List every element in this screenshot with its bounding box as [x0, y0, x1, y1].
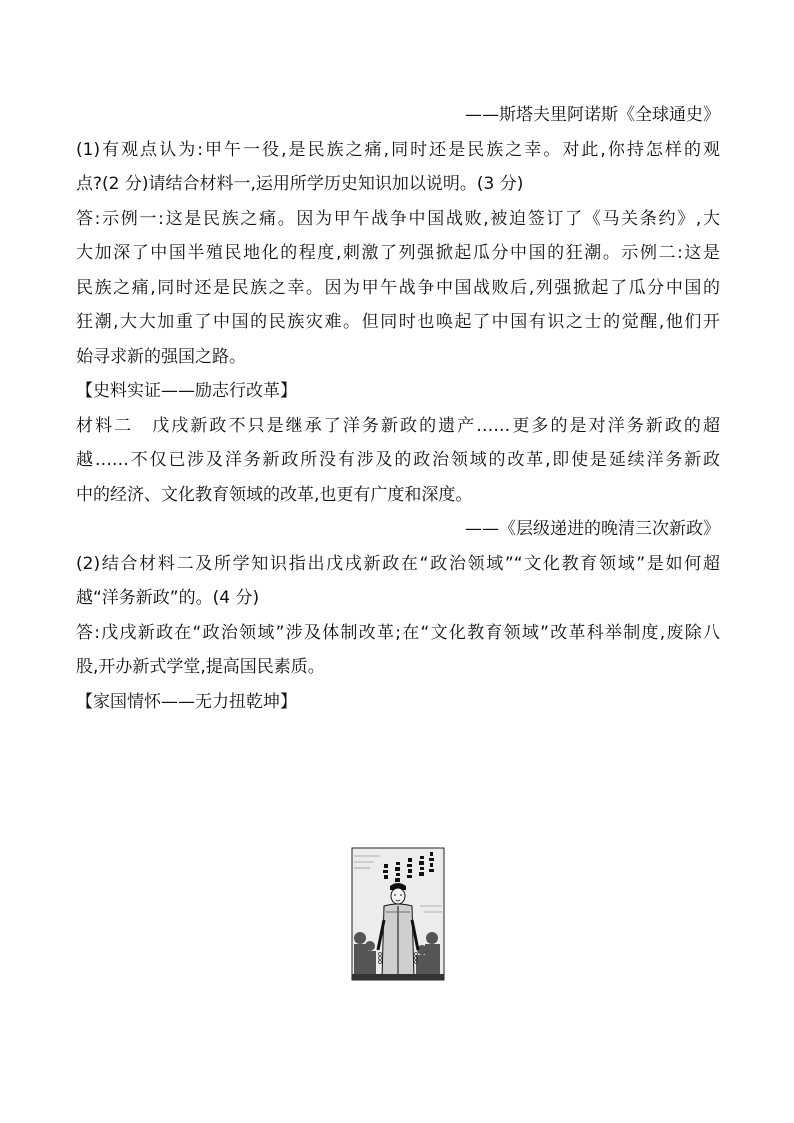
citation-reform-article: ——《层级递进的晚清三次新政》 — [465, 519, 720, 539]
material-2-line-2: 越……不仅已涉及洋务新政所没有涉及的政治领域的改革,即使是延续洋务新政 — [76, 450, 720, 470]
illustration-drawing — [350, 846, 446, 982]
question-1-line-2: 点?(2 分)请结合材料一,运用所学历史知识加以说明。(3 分) — [76, 174, 524, 194]
citation-global-history: ——斯塔夫里阿诺斯《全球通史》 — [465, 105, 720, 125]
answer-1-line-3: 民族之痛,同时还是民族之幸。因为甲午战争中国战败后,列强掀起了瓜分中国的 — [76, 277, 720, 298]
page-content — [76, 98, 720, 719]
historical-illustration — [350, 846, 446, 982]
question-1-line-1: (1)有观点认为:甲午一役,是民族之痛,同时还是民族之幸。对此,你持怎样的观 — [76, 139, 720, 160]
answer-1-line-1: 答:示例一:这是民族之痛。因为甲午战争中国战败,被迫签订了《马关条约》,大 — [76, 208, 720, 229]
answer-1-line-4: 狂潮,大大加重了中国的民族灾难。但同时也唤起了中国有识之士的觉醒,他们开 — [76, 312, 720, 332]
section-title-patriotism: 【家国情怀——无力扭乾坤】 — [76, 691, 297, 712]
answer-2-line-1: 答:戊戌新政在“政治领域”涉及体制改革;在“文化教育领域”改革科举制度,废除八 — [76, 622, 720, 643]
answer-1-line-5: 始寻求新的强国之路。 — [76, 346, 246, 367]
answer-1-line-2: 大加深了中国半殖民地化的程度,刺激了列强掀起瓜分中国的狂潮。示例二:这是 — [76, 243, 720, 263]
material-2-line-1: 材料二 戊戌新政不只是继承了洋务新政的遗产……更多的是对洋务新政的超 — [76, 415, 720, 436]
section-title-evidence: 【史料实证——励志行改革】 — [76, 381, 297, 401]
material-2-line-3: 中的经济、文化教育领域的改革,也更有广度和深度。 — [76, 484, 473, 505]
question-2-line-2: 越“洋务新政”的。(4 分) — [76, 588, 260, 608]
question-2-line-1: (2)结合材料二及所学知识指出戊戌新政在“政治领域”“文化教育领域”是如何超 — [76, 553, 720, 574]
answer-2-line-2: 股,开办新式学堂,提高国民素质。 — [76, 657, 325, 677]
